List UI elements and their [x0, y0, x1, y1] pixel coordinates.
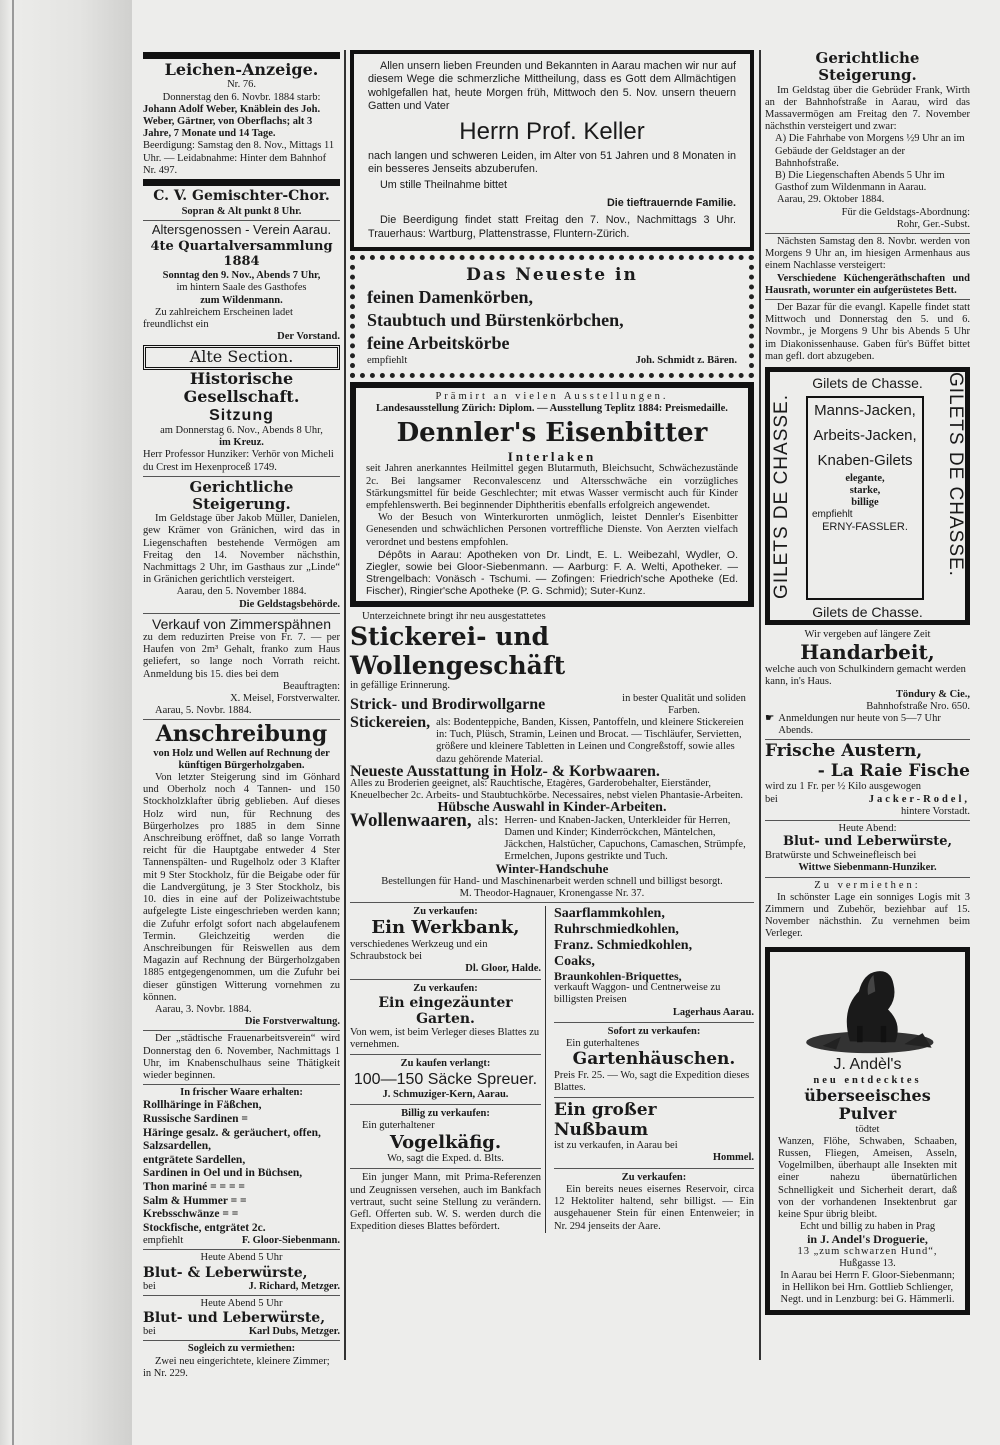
list-item: entgrätete Sardellen,: [143, 1153, 246, 1166]
subheading: Stickereien,: [350, 713, 431, 731]
text: Bratwürste und Schweinefleisch bei: [765, 850, 917, 862]
text: Knaben-Gilets: [817, 451, 913, 469]
list-item: Rollhäringe in Fäßchen,: [143, 1099, 262, 1112]
text: Billig zu verkaufen:: [401, 1108, 490, 1120]
number: Nr. 76.: [227, 79, 256, 91]
signature: Der Vorstand.: [277, 331, 340, 343]
text: Zu verkaufen:: [621, 1171, 687, 1183]
list-item: Russische Sardinen =: [143, 1112, 248, 1125]
ad-verkauf-zimmerspaehne: [143, 613, 340, 718]
heading: Historische Gesellschaft.: [183, 368, 300, 407]
text: Preis Fr. 25. — Wo, sagt die Expedition dieses Blattes.: [554, 1069, 750, 1093]
text: am Donnerstag 6. Nov., Abends 8 Uhr,: [160, 424, 323, 436]
ad-andel-pulver: [765, 947, 970, 1315]
subheading: Neueste Ausstattung in Holz- & Korbwaaren.: [350, 762, 660, 780]
text: im hintern Saale des Gasthofes: [176, 282, 307, 294]
list-item: Braunkohlen-Briquettes,: [554, 969, 682, 984]
ad-anschreibung: [143, 719, 340, 1028]
ads-left-stack: [350, 906, 546, 1233]
text: Zu zahlreichem Erscheinen ladet freundlichst ein: [143, 306, 293, 330]
heading: Verkauf von Zimmerspähnen: [152, 615, 331, 632]
text: Zu verkaufen:: [413, 982, 478, 994]
signature: M. Theodor-Hagnauer, Kronengasse Nr. 37.: [459, 887, 645, 899]
text: in bester Qualität und soliden Farben.: [622, 692, 746, 716]
heading: Frische Austern,: [765, 741, 923, 762]
list-item: Salm & Hummer = =: [143, 1194, 247, 1207]
heading: C. V. Gemischter-Chor.: [153, 188, 330, 205]
signature: Die Forstverwaltung.: [244, 1016, 340, 1028]
column-1: [143, 50, 340, 1380]
heading: Gilets de Chasse.: [812, 374, 923, 391]
ad-junger-mann: Ein junger Mann, mit Prima-Referenzen und Zeugnissen versehen, auch im Bankfach vertraut, sucht seine Stellung zu verändern. Gefl. Offerten sub. W. S. werden durch die Expedition dieses Blattes befördert.: [350, 1172, 541, 1233]
list-item: Thon mariné = = = =: [143, 1180, 245, 1193]
subheading: von Holz und Wellen auf Rechnung der künftigen Bürgerholzgaben.: [153, 747, 330, 771]
ad-dennler-eisenbitter: [350, 382, 754, 607]
ad-blutwuerste-richard: [143, 1249, 340, 1293]
ad-neueste-koerbe: [350, 255, 754, 378]
heading: Gerichtliche Steigerung.: [815, 49, 920, 85]
text: bei: [143, 1326, 156, 1338]
heading: Altersgenossen - Verein Aarau.: [151, 222, 332, 238]
text: welche auch von Schulkindern gemacht werden kann, in's Haus.: [765, 664, 966, 688]
text: Beauftragten:: [282, 680, 340, 692]
column-rule: [344, 50, 346, 1360]
list-item: Ruhrschmiedkohlen,: [554, 922, 679, 938]
ad-vogelkaefig: [350, 1108, 541, 1165]
heading: Dennler's Eisenbitter: [396, 418, 708, 449]
ad-handarbeit: [765, 629, 970, 737]
text: verkauft Waggon- und Centnerweise zu billigsten Preisen: [554, 982, 721, 1006]
signature: Die tieftrauernde Familie.: [607, 196, 736, 209]
text: A) Die Fahrhabe von Morgens ½9 Uhr an im Gebäude der Geldstager an der Bahnhofstraße.: [775, 133, 965, 169]
text: Ein bereits neues eisernes Reservoir, circa 12 Hektoliter haltend, sehr billigst. — Ein ausgehauener Stein für einen Entenweier; in Nr. 294 jenseits der Aare.: [554, 1183, 754, 1232]
list-item: Krebsschwänze = =: [143, 1208, 239, 1221]
text: Nächsten Samstag den 8. Novbr. werden von Morgens 9 Uhr an, im hiesigen Armenhaus aus einem Nachlasse versteigert:: [765, 235, 970, 272]
ad-stickerei-wollengeschaeft: [350, 611, 754, 903]
ad-werkbank: [350, 906, 541, 976]
subheading: Wollenwaaren,: [350, 809, 472, 831]
text: Heute Abend 5 Uhr: [200, 1297, 283, 1309]
ad-frische-waare: [143, 1084, 340, 1247]
text: seit Jahren anerkanntes Heilmittel gegen Blutarmuth, Bleichsucht, Schwächezustände 2c. Bei langsamer Reconvalescenz und Altersschwäche ein vorzügliches Stärkungsmittel für beide Geschlechter; mit etwas Wasser vermischt auch für Kinder empfehlenswerth. Bei beginnender Diphtheritis ebenfalls erfolgreich angewendet.: [366, 463, 738, 512]
heading: überseeisches Pulver: [804, 1085, 931, 1124]
heading: Blut- und Leberwürste,: [782, 834, 953, 850]
text: Zwei neu eingerichtete, kleinere Zimmer; in Nr. 229.: [143, 1355, 330, 1379]
heading: Leichen-Anzeige.: [164, 60, 319, 79]
text: Anmeldungen nur heute von 5—7 Uhr Abends.: [778, 712, 941, 737]
text: wird zu 1 Fr. per ½ Kilo ausgewogen: [765, 781, 922, 793]
date: Aarau, 3. Novbr. 1884.: [155, 1003, 252, 1015]
heading: In frischer Waare erhalten:: [180, 1087, 303, 1099]
ad-frauenarbeitsverein: [143, 1030, 340, 1082]
signature: J. Schmuziger-Kern, Aarau.: [382, 1088, 509, 1100]
signature: Rohr, Ger.-Subst.: [896, 218, 970, 230]
ad-gerichtliche-steigerung-frank: [765, 50, 970, 231]
list-item: Coaks,: [554, 954, 595, 970]
side-text: GILETS DE CHASSE.: [945, 371, 966, 577]
text: Sopran & Alt punkt 8 Uhr.: [181, 206, 302, 218]
subheading: 4te Quartalversammlung 1884: [150, 239, 333, 270]
side-text: GILETS DE CHASSE.: [771, 393, 792, 599]
text: tödtet: [855, 1123, 880, 1135]
ad-gilets-de-chasse: [765, 367, 970, 625]
address: 13 „zum schwarzen Hund“,: [797, 1245, 938, 1257]
pointing-hand-icon: ☛: [765, 712, 775, 724]
ad-blutwuerste-dubs: [143, 1295, 340, 1339]
text: Zu kaufen verlangt:: [400, 1058, 491, 1070]
text: In schönster Lage ein sonniges Logis mit 3 Zimmern und Zubehör, beziehbar auf 15. November nächsthin. Zu vernehmen beim Verleger.: [765, 891, 970, 940]
heading: Herrn Prof. Keller: [459, 117, 645, 145]
ad-frische-austern: [765, 739, 970, 818]
heading: Zu vermiethen:: [814, 879, 921, 891]
text: Ein guterhaltenes: [566, 1038, 640, 1050]
text: Verschiedene Küchengeräthschaften und Hausrath, worunter ein aufgerüstetes Bett.: [765, 272, 970, 296]
text: in J. Andel's Droguerie,: [807, 1232, 928, 1247]
list-item: Saarflammkohlen,: [554, 906, 665, 922]
column-rule: [759, 50, 761, 1360]
heading: Blut- & Leberwürste,: [143, 1264, 308, 1281]
text: bei: [765, 793, 778, 805]
text: Gilets de Chasse.: [812, 603, 923, 620]
lower-ads: [350, 906, 754, 1233]
text: Ein guterhaltener: [362, 1120, 435, 1132]
text: starke,: [849, 484, 881, 496]
heading: Das Neueste in: [466, 265, 638, 286]
ad-historische-gesellschaft: [143, 370, 340, 474]
heading: Ein Werkbank,: [371, 917, 520, 939]
text: Heute Abend:: [838, 823, 897, 835]
heading: J. Andèl's: [833, 1055, 902, 1073]
subheading: Winter-Handschuhe: [495, 861, 609, 877]
ad-gartenhaeuschen: [554, 1026, 754, 1094]
text: Prämirt an vielen Ausstellungen.: [435, 390, 669, 402]
ad-blutwuerste-siebenmann: [765, 820, 970, 875]
ad-armenhaus-versteigerung: [765, 233, 970, 297]
text: Sonntag den 9. Nov., Abends 7 Uhr,: [162, 270, 321, 282]
text: Die Beerdigung findet statt Freitag den 7. Nov., Nachmittags 3 Uhr. Trauerhaus: Wartburg, Plattenstrasse, Fluntern-Zürich.: [368, 214, 736, 240]
date: Aarau, 5. Novbr. 1884.: [155, 705, 252, 717]
text: empfiehlt: [812, 508, 853, 520]
text: neu entdecktes: [813, 1074, 922, 1086]
address: Bahnhofstraße Nro. 650.: [866, 700, 970, 712]
text: Alles zu Broderien geeignet, als: Rauchtische, Etagères, Garderobehalter, Eierständer, Kneuelbecher 2c. Arbeits- und Staubtuchkörbe. Necessaires, nebst vielen Phantasie-Arbeiten.: [350, 777, 744, 802]
list-item: Stockfische, entgrätet 2c.: [143, 1221, 266, 1234]
list-item: Salzsardellen,: [143, 1140, 212, 1153]
text: nach langen und schweren Leiden, im Alter von 51 Jahren und 8 Monaten in ein besseres Jenseits abzuberufen.: [368, 149, 736, 176]
ad-kohlen: [554, 906, 754, 1019]
heading: Handarbeit,: [800, 640, 935, 665]
address: hintere Vorstadt.: [900, 805, 970, 817]
text: Herren- und Knaben-Jacken, Unterkleider für Herren, Damen und Kinder; Kinderröckchen, Mäntelchen, Jäckchen, Halstücher, Capuchons, Camaschen, Strümpfe, Ermelchen, Jupons gestrikte und Tuch.: [504, 814, 746, 863]
ad-reservoir: [554, 1172, 754, 1233]
subheading: Interlaken: [507, 449, 597, 465]
ad-sogleich-vermiethen: [143, 1340, 340, 1380]
signature: Töndury & Cie.,: [895, 688, 970, 700]
ad-leichen-anzeige: [143, 52, 340, 177]
signature: Jacker-Rodel,: [868, 793, 970, 805]
subheading: Sitzung: [209, 406, 274, 424]
text: verschiedenes Werkzeug und ein Schraubstock bei: [350, 938, 488, 963]
text: zu dem reduzirten Preise von Fr. 7. — per Haufen von 2m³ Gehalt, franko zum Haus geliefert, so lange noch Vorrath reicht. Anmeldung bis 15. dies bei dem: [143, 631, 340, 680]
text: in gefällige Erinnerung.: [350, 680, 451, 692]
text: Zu verkaufen:: [413, 906, 478, 918]
ad-altersgenossen: [143, 220, 340, 343]
ads-right-stack: [554, 906, 754, 1233]
signature: Die Geldstagsbehörde.: [239, 598, 340, 610]
signature: Wittwe Siebenmann-Hunziker.: [798, 862, 937, 874]
text: Arbeits-Jacken,: [813, 426, 917, 444]
text: Im Geldstage über Jakob Müller, Danielen, gew Krämer von Gränichen, wird das in Liegenschaften bestehende Vermögen am Freitag den 14. November nächsthin, Nachmittags 2 Uhr, im Gasthaus zur „Linde“ in Gränichen gerichtlich versteigert.: [143, 513, 340, 586]
text: Manns-Jacken,: [814, 401, 916, 419]
signature: J. Richard, Metzger.: [248, 1280, 340, 1292]
signature: Karl Dubs, Metzger.: [248, 1326, 340, 1338]
date: Aarau, den 5. November 1884.: [176, 586, 307, 598]
text: als: Bodenteppiche, Banden, Kissen, Pantoffeln, und kleinere Stickereien in: Tuch, Plüsch, Stramin, Leinen und Brocat. — Tischläufer, Servietten, größere und kleinere Tabletten in Leinen und Congreßstoff, sowie alles dazu gehörende Material.: [436, 716, 744, 765]
subheading: Strick- und Brodirwollgarne: [350, 695, 546, 713]
text: B) Die Liegenschaften Abends 5 Uhr im Gasthof zum Wildenmann in Aarau.: [775, 169, 945, 194]
heading: Alte Section.: [189, 347, 294, 367]
text: Der Bazar für die evangl. Kapelle findet statt Mittwoch und Donnerstag den 5. und 6. Novmbr., je Morgens 9 Uhr bis Abends 5 Uhr im Diakonissenhause. Gaben für's Büffet bittet man gefl. dort abzugeben.: [765, 301, 970, 362]
text: Landesausstellung Zürich: Diplom. — Ausstellung Teplitz 1884: Preismedaille.: [376, 403, 728, 415]
text: elegante,: [845, 472, 885, 484]
heading: Stickerei- und Wollengeschäft: [350, 621, 566, 680]
heading: 100—150 Säcke Spreuer.: [353, 1070, 538, 1088]
gilets-inner-box: [806, 396, 924, 600]
text: Donnerstag den 6. Novbr. 1884 starb:: [162, 91, 321, 103]
ad-chor: [143, 179, 340, 218]
text: empfiehlt: [143, 1235, 184, 1247]
text: Johann Adolf Weber, Knäblein des Joh. Weber, Gärtner, von Oberflachs; alt 3 Jahre, 7 Monate und 14 Tage.: [143, 103, 321, 140]
text: zum Wildenmann.: [200, 294, 283, 306]
text: Wo der Besuch von Winterkurorten unmöglich, leistet Dennler's Eisenbitter Genesenden und schwächlichen Personen vortreffliche Dienste. Von Aerzten vielfach verordnet und bestens empfohlen.: [366, 512, 738, 548]
text: Heute Abend 5 Uhr: [200, 1252, 283, 1264]
page-gutter: [0, 0, 132, 1445]
text: Unterzeichnete bringt ihr neu ausgestattetes: [362, 610, 546, 622]
text: im Kreuz.: [219, 437, 264, 449]
text: als:: [477, 812, 499, 829]
column-3: [765, 50, 970, 1315]
text: Im Geldstag über die Gebrüder Frank, Wirth an der Bahnhofstraße in Aarau, wird das Massavermögen am Freitag den 7. November nächsthin versteigert und zwar:: [765, 84, 970, 133]
ad-gerichtliche-steigerung: [143, 476, 340, 611]
text: Wir vergeben auf längere Zeit: [804, 628, 931, 640]
heading: Gartenhäuschen.: [572, 1049, 736, 1070]
text: Wo, sagt die Exped. d. Blts.: [387, 1153, 504, 1165]
text: billige: [851, 496, 879, 508]
signature: Dl. Gloor, Halde.: [465, 963, 541, 975]
text: Um stille Theilnahme bittet: [380, 179, 508, 192]
signature: Lagerhaus Aarau.: [672, 1006, 754, 1018]
list-item: Franz. Schmiedkohlen,: [554, 938, 693, 954]
list-item: Häringe gesalz. & geräuchert, offen,: [143, 1126, 321, 1139]
date: Aarau, 29. Oktober 1884.: [777, 194, 885, 206]
address: Hußgasse 13.: [839, 1257, 896, 1269]
ad-garten: [350, 983, 541, 1052]
ad-alte-section: [143, 345, 340, 369]
text: Sofort zu verkaufen:: [607, 1025, 701, 1037]
text: Beerdigung: Samstag den 8. Nov., Mittags 11 Uhr. — Leidabnahme: Hinter dem Bahnhof Nr. 497.: [143, 140, 335, 176]
text: Für die Geldstags-Abordnung:: [841, 206, 970, 218]
ad-zu-vermiethen-logis: [765, 877, 970, 941]
signature: Hommel.: [712, 1152, 754, 1164]
heading: Anschreibung: [155, 721, 328, 748]
list-item: Sardinen in Oel und in Büchsen,: [143, 1167, 303, 1180]
text: bei: [143, 1280, 156, 1292]
ad-nussbaum: [554, 1101, 754, 1165]
text: Von letzter Steigerung sind im Gönhard und Oberholz noch 4 Tannen- und 150 Stockholzklafter übrig geblieben. Auf dieses Holz wird nun, für Rechnung des Bürgerholzes pro 1885 in dem Sinne Anschreibung eröffnet, daß so lange Vorrath reicht für die Hauptgabe entweder 4 Ster Tannenspälten- und Rugelholz oder 3 Klafter mit 9 Ster Stockholz, für die Beigabe oder für die Landvergütung, je 3 Ster Stockholz, bis 10. dies in eine auf der Polizeiwachtstube aufgelegte Liste eingeschrieben werden kann; die Zufuhr erfolgt sofort nach abgelaufenem Termin. Gleichzeitig werden die Anschreibungen für Reiswellen aus dem Magazin auf Rechnung der Bürgerholzgaben 1885 entgegengenommen, um die Zufuhr bei dieser günstigen Witterung vornehmen zu können.: [143, 772, 340, 1003]
text: Wanzen, Flöhe, Schwaben, Schaaben, Russen, Fliegen, Ameisen, Asseln, Vogelmilben, überhaupt alle Insekten mit einer nahezu übernatürlichen Schnelligkeit und Sicherheit derart, daß von der vorhandenen Insektenbrut gar keine Spur übrig bleibt.: [778, 1135, 957, 1221]
subheading: Hübsche Auswahl in Kinder-Arbeiten.: [437, 800, 667, 816]
text: Allen unsern lieben Freunden und Bekannten in Aarau machen wir nur auf diesem Wege die schmerzliche Mittheilung, dass es Gott dem Allmächtigen wohlgefallen hat, heute Morgen früh, Mittwoch den 5. Nov. unsern theuern Gatten und Vater: [368, 60, 736, 113]
text: empfiehlt: [367, 354, 408, 366]
signature: ERNY-FASSLER.: [822, 521, 908, 534]
text: Der „städtische Frauenarbeitsverein“ wird Donnerstag den 6. November, Nachmittags 1 Uhr, im Knabenschulhaus seine Thätigkeit wieder beginnen.: [143, 1033, 340, 1081]
heading: Gerichtliche Steigerung.: [189, 477, 294, 513]
text: Herr Professor Hunziker: Verhör von Micheli du Crest im Hexenproceß 1749.: [143, 449, 334, 473]
text: ist zu verkaufen, in Aarau bei: [554, 1140, 678, 1152]
ad-bazar: [765, 299, 970, 363]
heading: - La Raie Fische: [817, 760, 970, 781]
text: In Aarau bei Herrn F. Gloor-Siebenmann; in Hellikon bei Hrn. Gottlieb Schlienger, Negt. und in Lenzburg: bei G. Hämmerli.: [780, 1270, 955, 1306]
dog-illustration: [783, 955, 953, 1055]
heading: Ein eingezäunter Garten.: [378, 994, 513, 1027]
heading: Sogleich zu vermiethen:: [187, 1343, 296, 1355]
signature: Joh. Schmidt z. Bären.: [635, 354, 737, 366]
ad-spreuer: [350, 1058, 541, 1101]
ad-todesanzeige-keller: [350, 50, 754, 251]
text: Echt und billig zu haben in Prag: [799, 1221, 936, 1233]
text: feine Arbeitskörbe: [367, 332, 510, 353]
text: Bestellungen für Hand- und Maschinenarbeit werden schnell und billigst besorgt.: [381, 875, 723, 887]
signature: F. Gloor-Siebenmann.: [241, 1235, 340, 1247]
heading: Vogelkäfig.: [389, 1131, 502, 1153]
text: Dépôts in Aarau: Apotheken von Dr. Lindt, E. L. Weibezahl, Wydler, O. Ziegler, sowie bei Gloor-Siebenmann. — Aarburg: F. A. Welti, Apotheker. — Strengelbach: Vonäsch - Tschumi. — Zofingen: Friedrich'sche Apotheke (Ed. Fischer), Ringier'sche Apotheke (P. G. Schmid); Suter-Kunz.: [366, 548, 738, 598]
signature: X. Meisel, Forstverwalter.: [230, 692, 340, 704]
text: feinen Damenkörben,: [367, 286, 533, 307]
column-2: [350, 50, 754, 1233]
heading: Blut- und Leberwürste,: [143, 1310, 326, 1327]
text: Von wem, ist beim Verleger dieses Blattes zu vernehmen.: [350, 1026, 540, 1051]
text: Staubtuch und Bürstenkörbchen,: [367, 309, 624, 330]
heading: Ein großer Nußbaum: [554, 1100, 657, 1140]
